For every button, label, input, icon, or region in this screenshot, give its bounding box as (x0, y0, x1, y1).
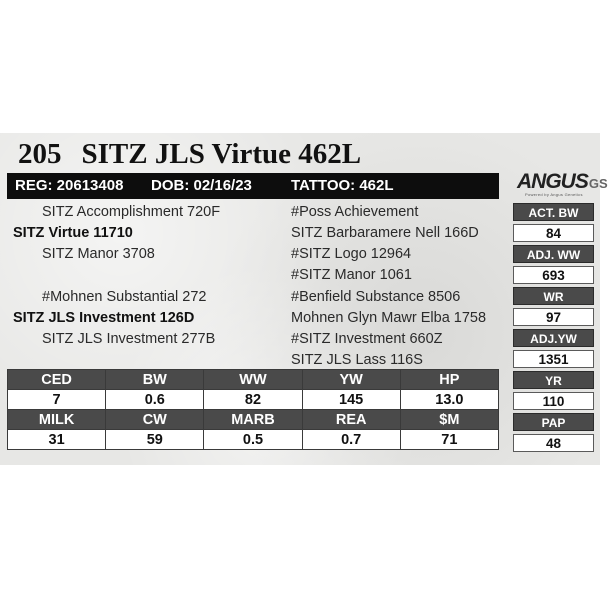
epd-value-hp: 13.0 (400, 390, 498, 410)
pedigree-dam-sire-dam: Mohnen Glyn Mawr Elba 1758 (291, 310, 487, 326)
tattoo: TATTOO: 462L (291, 177, 394, 194)
logo-suffix: GS (588, 176, 608, 191)
stat-label-pap: PAP (513, 413, 594, 431)
angus-gs-logo (517, 170, 608, 197)
epd-label-bw: BW (106, 370, 204, 390)
epd-value-marb: 0.5 (204, 430, 302, 450)
pedigree-sire-sire-dam: SITZ Barbaramere Nell 166D (291, 225, 479, 241)
stat-label-wr: WR (513, 287, 594, 305)
epd-label-cw: CW (106, 410, 204, 430)
epd-label-row (8, 370, 499, 390)
pedigree-dam-sire: #Mohnen Substantial 272 (42, 289, 207, 305)
registration-bar (7, 173, 499, 199)
stat-value-adj-ww: 693 (513, 266, 594, 284)
epd-label-hp: HP (400, 370, 498, 390)
epd-label-ww: WW (204, 370, 302, 390)
epd-value-row (8, 430, 499, 450)
pedigree-dam: SITZ JLS Investment 126D (13, 310, 195, 326)
date-of-birth: DOB: 02/16/23 (151, 177, 252, 194)
epd-value-dollar-m: 71 (400, 430, 498, 450)
epd-value-milk: 31 (8, 430, 106, 450)
logo-word: ANGUS (517, 170, 588, 193)
epd-label-ced: CED (8, 370, 106, 390)
stat-label-adj-yw: ADJ.YW (513, 329, 594, 347)
epd-label-row (8, 410, 499, 430)
stat-value-act-bw: 84 (513, 224, 594, 242)
epd-label-milk: MILK (8, 410, 106, 430)
epd-label-dollar-m: $M (400, 410, 498, 430)
epd-value-bw: 0.6 (106, 390, 204, 410)
pedigree-sire-dam-sire: #SITZ Logo 12964 (291, 246, 412, 262)
pedigree-sire: SITZ Virtue 11710 (13, 225, 133, 241)
stat-value-pap: 48 (513, 434, 594, 452)
stat-label-yr: YR (513, 371, 594, 389)
epd-value-rea: 0.7 (302, 430, 400, 450)
epd-value-cw: 59 (106, 430, 204, 450)
stat-value-yr: 110 (513, 392, 594, 410)
epd-value-row (8, 390, 499, 410)
stat-label-adj-ww: ADJ. WW (513, 245, 594, 263)
epd-label-marb: MARB (204, 410, 302, 430)
pedigree-dam-dam-dam: SITZ JLS Lass 116S (291, 352, 423, 368)
pedigree-dam-sire-sire: #Benfield Substance 8506 (291, 289, 461, 305)
lot-number: 205 (18, 138, 62, 170)
pedigree-sire-dam: SITZ Manor 3708 (42, 246, 155, 262)
epd-table (7, 369, 499, 450)
epd-value-ced: 7 (8, 390, 106, 410)
logo-tagline: Powered by Angus Genetics (525, 192, 583, 197)
registration-number: REG: 20613408 (15, 177, 124, 194)
pedigree-sire-sire-sire: #Poss Achievement (291, 204, 419, 220)
pedigree-sire-dam-dam: #SITZ Manor 1061 (291, 267, 412, 283)
epd-label-rea: REA (302, 410, 400, 430)
epd-value-ww: 82 (204, 390, 302, 410)
epd-value-yw: 145 (302, 390, 400, 410)
stat-value-adj-yw: 1351 (513, 350, 594, 368)
pedigree-dam-dam: SITZ JLS Investment 277B (42, 331, 216, 347)
lot-title (18, 138, 361, 170)
animal-name: SITZ JLS Virtue 462L (81, 138, 362, 170)
epd-label-yw: YW (302, 370, 400, 390)
stat-value-wr: 97 (513, 308, 594, 326)
pedigree-sire-sire: SITZ Accomplishment 720F (42, 204, 221, 220)
stat-label-act-bw: ACT. BW (513, 203, 594, 221)
pedigree-dam-dam-sire: #SITZ Investment 660Z (291, 331, 443, 347)
